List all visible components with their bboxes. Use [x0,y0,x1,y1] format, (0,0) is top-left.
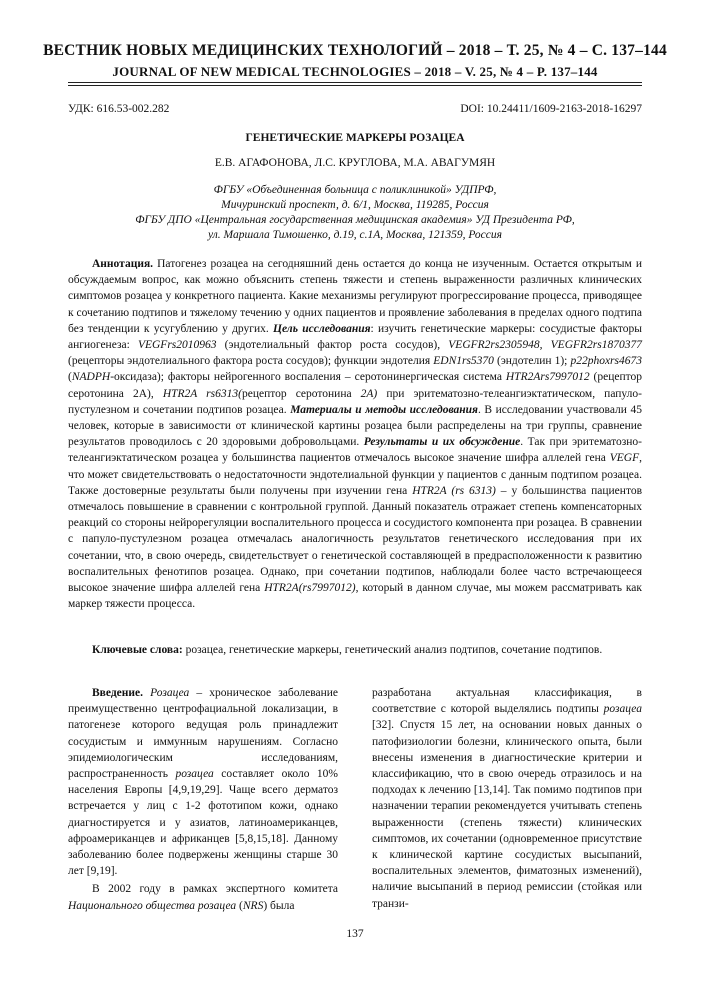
affiliation-line-4: ул. Маршала Тимошенко, д.19, с.1А, Москва, 121359, Россия [207,229,502,241]
body-paragraph-continued [372,685,642,912]
abstract-text: : изучить генетические маркеры: сосудистые факторы ангиогенеза: [68,322,643,352]
abstract-text: – у большинства пациентов отмечалось повышение в сравнении с контрольной группой. Данный показатель отражает степень компенсаторных реакций со стороны нейрорегуляции воспалительного процесса и сосудистого компонента при розацеа. В сравнении с папуло-пустулезном розацеа отмечалась аналогичность результатов генетического исследования при их сочетании, что, в свою очередь, свидетельствует о генетической составляющей в предрасположенности к развитию воспалительных фенотипов розацеа. Однако, при сочетании подтипов, наблюдали более часто встречающееся высокое значение шифра аллелей гена [68,484,642,595]
gene-name: HTR2A(rs7997012) [264,582,356,595]
abstract-label: Аннотация. [92,258,154,270]
abstract-text: (рецепторы эндотелиального фактора роста сосудов); функции эндотелия [68,355,434,368]
abstract-text: (эндотелиальный фактор роста сосудов), [216,339,449,352]
methods-label: Материалы и методы исследования [290,403,478,416]
gene-name: HTR2A (rs 6313) [412,484,496,497]
abstract-text: . Так при эритематозно-телеангиэктатическом розацеа у большинства пациентов отмечалось высокое значение шифра аллелей гена [68,436,642,465]
abstract-text: рецептор серотонина [241,387,361,400]
article-authors: Е.В. АГАФОНОВА, Л.С. КРУГЛОВА, М.А. АВАГУМЯН [214,157,496,169]
intro-label: Введение. [92,687,143,699]
body-text: В 2002 году в рамках экспертного комитета [92,883,338,896]
abstract-text: . В исследовании участвовали 45 человек, которые в зависимости от клинической картины розацеа были распределены на три группы, сравнение результатов проводилось с 20 здоровыми добровольцами. [68,403,642,449]
gene-name: p22phoxrs4673 [570,355,642,368]
abstract-text: (рецептор серотонина 2А), [68,371,642,400]
keywords [68,642,642,658]
aim-label: Цель исследования [273,322,371,335]
body-italic: розацеа [603,703,642,716]
abstract-text: , что может свидетельствовать о недостаточности эндотелиальной функции у пациентов с данным подтипом розацеа. Также достоверные результаты были получены при изучении гена [68,452,642,497]
body-text: – хроническое заболевание преимущественно центрофациальной локализации, в патогенезе которого ведущая роль принадлежит сосудистым и иммунным нарушениям. Согласно эпидемиологическим исследованиям, распространенность [68,687,338,781]
abstract-text: (эндотелин 1); [493,355,571,368]
body-paragraph-2 [68,881,338,913]
gene-name: 2A) [360,387,378,400]
body-column-left [68,685,338,914]
journal-title-ru: ВЕСТНИК НОВЫХ МЕДИЦИНСКИХ ТЕХНОЛОГИЙ – 2018 – Т. 25, № 4 – С. 137–144 [43,42,667,59]
body-italic: NRS [242,899,264,912]
body-italic: Розацеа [150,687,190,699]
body-text: ( [236,899,243,912]
abstract [68,256,642,612]
doi: DOI: 10.24411/1609-2163-2018-16297 [460,103,642,115]
results-label: Результаты и их обсуждение [363,436,521,449]
body-column-right [372,685,642,912]
gene-name: EDN1rs5370 [433,355,494,368]
abstract-text: -оксидаза); факторы нейрогенного воспаления – серотонинергическая система [110,371,506,384]
header-rule-bottom [68,85,642,86]
keywords-text: розацеа, генетические маркеры, генетический анализ подтипов, сочетание подтипов. [182,644,603,656]
article-title: ГЕНЕТИЧЕСКИЕ МАРКЕРЫ РОЗАЦЕА [245,132,465,144]
body-text: составляет около 10% населения Европы [4,9,19,29]. Чаще всего дерматоз встречается у лиц с 1-2 фототипом кожи, однако диагностируется и у азиатов, латиноамериканцев, афроамериканцев и африканцев [5,8,15,18]. Данному заболеванию более подвержены женщины старше 30 лет [9,19]. [68,768,338,878]
abstract-text: ( [68,371,72,384]
affiliation-line-3: ФГБУ ДПО «Центральная государственная медицинская академия» УД Президента РФ, [135,214,575,226]
intro-paragraph [68,685,338,879]
abstract-text: Патогенез розацеа на сегодняшний день остается до конца не изученным. Остается открытым и обсуждаемым вопрос, как можно объяснить степень тяжести и степень выраженности различных клинических симптомов розацеа у конкретного пациента. Какие механизмы регулируют прогрессирование процесса, приводящее к сочетанию подтипов и тяжелому течению у одних пациентов и проявление заболевания в пределах одного подтипа без тенденции к усугублению у других. [68,258,642,335]
abstract-paragraph [68,256,642,612]
gene-name: HTR2Ars7997012 [505,371,590,384]
abstract-text: , который в данном случае, мы можем рассматривать как маркер тяжести процесса. [68,582,642,611]
body-text: [32]. Спустя 15 лет, на основании новых данных о патофизиологии болезни, клинического опыта, были внесены изменения в диагностические критерии и классификацию, что в свою очередь отразилось и на подходах к лечению [13,14]. Так помимо подтипов при назначении терапии рекомендуется учитывать степень выраженности (степень тяжести) клинических симптомов, их сочетании (одновременное присутствие к клинической картине сосудистых высыпаний, воспалительных элементов, фиматозных изменений), наличие высыпаний в период ремиссии (стойкая или транзи- [372,719,642,910]
body-italic: Национального общества розацеа [68,899,237,912]
header-rule-top [68,82,642,83]
affiliation-line-1: ФГБУ «Объединенная больница с поликлиникой» УДПРФ, [213,184,497,196]
body-italic: розацеа [175,768,214,781]
keywords-label: Ключевые слова: [92,644,183,656]
gene-name: VEGFrs2010963 [137,339,217,352]
journal-title-en: JOURNAL OF NEW MEDICAL TECHNOLOGIES – 2018 – V. 25, № 4 – P. 137–144 [112,64,598,79]
gene-name: VEGFR2rs2305948, VEGFR2rs1870377 [448,339,642,352]
gene-name: NADPH [71,371,111,384]
body-text: разработана актуальная классификация, в соответствие с которой выделялись подтипы [372,687,642,716]
gene-name: VEGF [609,452,640,465]
abstract-text: при эритематозно-телеангиэктатическом, папуло-пустулезном и сочетании подтипов розацеа. [68,387,642,416]
page-number: 137 [346,928,364,940]
affiliation-line-2: Мичуринский проспект, д. 6/1, Москва, 119285, Россия [221,199,489,211]
udk-code: УДК: 616.53-002.282 [68,103,170,115]
body-text: ) была [263,899,295,912]
gene-name: HTR2A rs6313( [162,387,242,400]
